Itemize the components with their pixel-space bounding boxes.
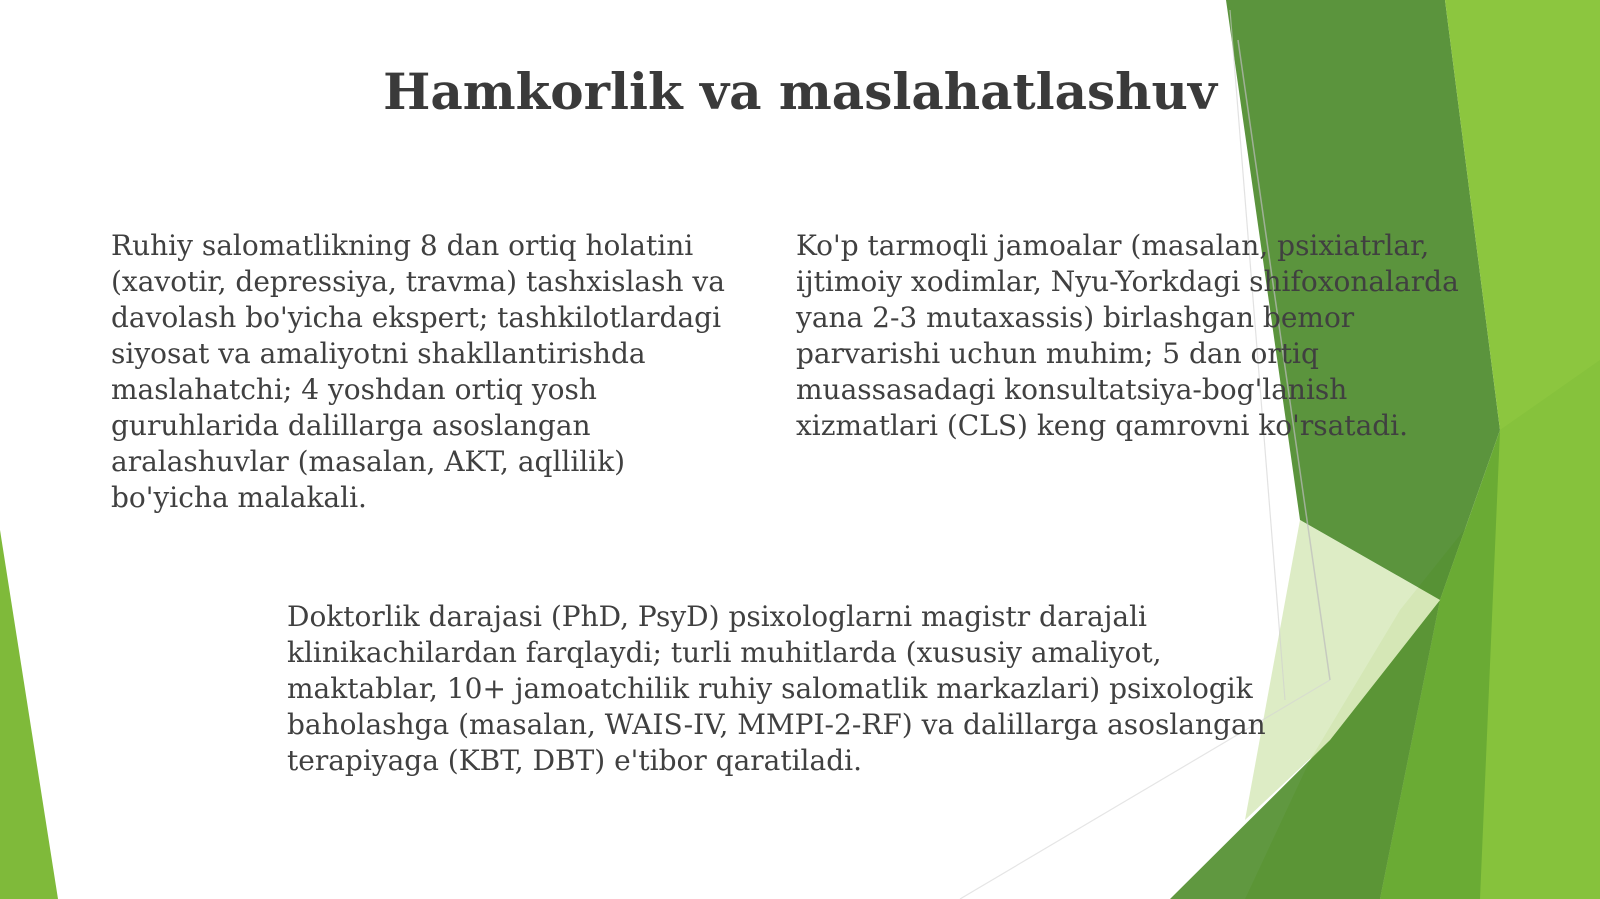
- slide-title: Hamkorlik va maslahatlashuv: [383, 62, 1217, 121]
- bottom-text-block: Doktorlik darajasi (PhD, PsyD) psixologlarni magistr darajali klinikachilardan farqlaydi; turli muhitlarda (xususiy amaliyot, maktablar, 10+ jamoatchilik ruhiy salomatlik markazlari) psixologik baholashga (masalan, WAIS-IV, MMPI-2-RF) va dalillarga asoslangan terapiyaga (KBT, DBT) e'tibor qaratiladi.: [287, 600, 1266, 777]
- right-text-block: Ko'p tarmoqli jamoalar (masalan, psixiatrlar, ijtimoiy xodimlar, Nyu-Yorkdagi shifoxonalarda yana 2-3 mutaxassis) birlashgan bemor parvarishi uchun muhim; 5 dan ortiq muassasadagi konsultatsiya-bog'lanish xizmatlari (CLS) keng qamrovni ko'rsatadi.: [796, 229, 1459, 442]
- left-green-sliver: [0, 530, 58, 899]
- left-text-block: Ruhiy salomatlikning 8 dan ortiq holatini (xavotir, depressiya, travma) tashxislash va davolash bo'yicha ekspert; tashkilotlardagi siyosat va amaliyotni shakllantirishda maslahatchi; 4 yoshdan ortiq yosh guruhlarida dalillarga asoslangan aralashuvlar (masalan, AKT, aqllilik) bo'yicha malakali.: [111, 229, 725, 514]
